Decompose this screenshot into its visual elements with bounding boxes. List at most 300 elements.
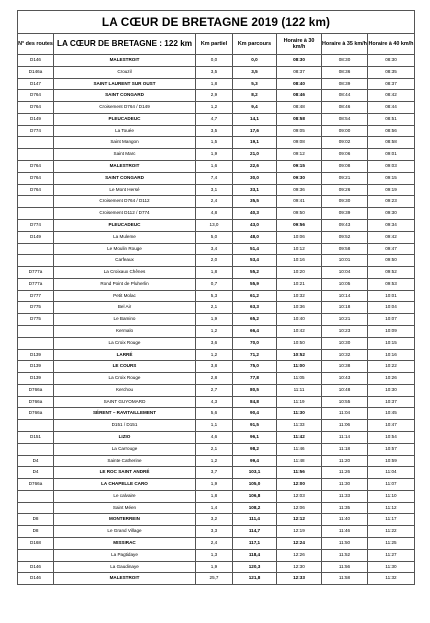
road-cell: D139 [18, 349, 54, 361]
time-35-cell: 09:26 [322, 184, 368, 196]
header-road: N° des routes [18, 34, 54, 55]
road-cell: D146 [18, 573, 54, 585]
km-partial-cell: 3,2 [196, 514, 233, 526]
road-cell: D774 [18, 125, 54, 137]
time-40-cell: 11:27 [368, 549, 415, 561]
km-partial-cell: 1,8 [196, 78, 233, 90]
km-total-cell: 90,4 [233, 408, 277, 420]
km-partial-cell: 5,3 [196, 290, 233, 302]
road-cell: D146 [18, 55, 54, 67]
km-total-cell: 114,7 [233, 526, 277, 538]
km-total-cell: 53,4 [233, 255, 277, 267]
km-partial-cell: 4,7 [196, 113, 233, 125]
table-row [18, 66, 415, 78]
time-35-cell: 11:26 [322, 467, 368, 479]
table-row [18, 526, 415, 538]
time-30-cell: 08:46 [277, 90, 322, 102]
km-total-cell: 5,3 [233, 78, 277, 90]
km-total-cell: 96,1 [233, 432, 277, 444]
place-cell: MISSIRAC [54, 538, 196, 550]
road-cell [18, 196, 54, 208]
km-partial-cell: 0,7 [196, 278, 233, 290]
place-cell: La Croix Rouge [54, 373, 196, 385]
time-35-cell: 10:32 [322, 349, 368, 361]
table-row [18, 420, 415, 432]
km-partial-cell: 3,4 [196, 243, 233, 255]
time-30-cell: 08:30 [277, 55, 322, 67]
time-40-cell: 09:01 [368, 149, 415, 161]
time-40-cell: 09:23 [368, 196, 415, 208]
road-cell: D139 [18, 361, 54, 373]
time-40-cell: 11:04 [368, 467, 415, 479]
km-total-cell: 75,0 [233, 361, 277, 373]
table-row [18, 278, 415, 290]
time-30-cell: 11:42 [277, 432, 322, 444]
table-row [18, 455, 415, 467]
km-total-cell: 99,4 [233, 455, 277, 467]
km-partial-cell: 2,0 [196, 255, 233, 267]
km-total-cell: 17,6 [233, 125, 277, 137]
time-30-cell: 10:21 [277, 278, 322, 290]
place-cell: LE COURS [54, 361, 196, 373]
table-row [18, 561, 415, 573]
km-total-cell: 70,0 [233, 337, 277, 349]
km-total-cell: 9,4 [233, 102, 277, 114]
table-row [18, 267, 415, 279]
time-30-cell: 09:30 [277, 172, 322, 184]
header-row [18, 34, 415, 55]
time-30-cell: 12:24 [277, 538, 322, 550]
place-cell: PLEUCADEUC [54, 113, 196, 125]
road-cell: D764 [18, 161, 54, 173]
km-total-cell: 21,0 [233, 149, 277, 161]
km-partial-cell: 2,1 [196, 443, 233, 455]
time-35-cell: 09:02 [322, 137, 368, 149]
time-30-cell: 12:33 [277, 573, 322, 585]
road-cell: D149 [18, 113, 54, 125]
table-row [18, 314, 415, 326]
time-40-cell: 11:25 [368, 538, 415, 550]
place-cell: PLEUCADEUC [54, 219, 196, 231]
time-40-cell: 09:15 [368, 172, 415, 184]
time-30-cell: 10:36 [277, 302, 322, 314]
header-time-30: Horaire à 30 km/h [277, 34, 322, 55]
time-35-cell: 10:05 [322, 278, 368, 290]
time-35-cell: 11:04 [322, 408, 368, 420]
time-30-cell: 10:16 [277, 255, 322, 267]
table-row [18, 172, 415, 184]
road-cell: D775 [18, 314, 54, 326]
table-row [18, 337, 415, 349]
table-row [18, 514, 415, 526]
km-partial-cell: 1,8 [196, 490, 233, 502]
road-cell: D766a [18, 396, 54, 408]
table-row [18, 432, 415, 444]
table-row [18, 125, 415, 137]
km-total-cell: 0,0 [233, 55, 277, 67]
road-cell: D764 [18, 172, 54, 184]
km-partial-cell: 3,7 [196, 467, 233, 479]
time-40-cell: 08:35 [368, 66, 415, 78]
time-30-cell: 08:37 [277, 66, 322, 78]
time-40-cell: 10:01 [368, 290, 415, 302]
km-total-cell: 22,6 [233, 161, 277, 173]
place-cell: D151 / D151 [54, 420, 196, 432]
time-40-cell: 10:57 [368, 443, 415, 455]
table-row [18, 549, 415, 561]
time-30-cell: 09:56 [277, 219, 322, 231]
road-cell [18, 243, 54, 255]
place-cell: La Carrouge [54, 443, 196, 455]
table-row [18, 255, 415, 267]
km-partial-cell: 1,2 [196, 455, 233, 467]
place-cell: SÉRENT – RAVITAILLEMENT [54, 408, 196, 420]
km-total-cell: 80,5 [233, 384, 277, 396]
time-35-cell: 11:06 [322, 420, 368, 432]
km-partial-cell: 25,7 [196, 573, 233, 585]
road-cell [18, 502, 54, 514]
time-40-cell: 10:04 [368, 302, 415, 314]
time-35-cell: 10:18 [322, 302, 368, 314]
km-total-cell: 77,8 [233, 373, 277, 385]
time-35-cell: 11:52 [322, 549, 368, 561]
time-30-cell: 11:11 [277, 384, 322, 396]
road-cell: D4 [18, 467, 54, 479]
place-cell: Crouzil [54, 66, 196, 78]
road-cell: D8 [18, 514, 54, 526]
time-35-cell: 09:08 [322, 161, 368, 173]
table-row [18, 161, 415, 173]
table-row [18, 573, 415, 585]
time-30-cell: 09:36 [277, 184, 322, 196]
time-40-cell: 10:59 [368, 455, 415, 467]
title-row [18, 11, 415, 34]
time-35-cell: 08:44 [322, 90, 368, 102]
time-30-cell: 10:20 [277, 267, 322, 279]
km-partial-cell: 2,7 [196, 384, 233, 396]
table-row [18, 184, 415, 196]
km-partial-cell: 1,9 [196, 314, 233, 326]
time-40-cell: 10:09 [368, 325, 415, 337]
time-40-cell: 10:30 [368, 384, 415, 396]
place-cell: LARRÉ [54, 349, 196, 361]
time-40-cell: 11:10 [368, 490, 415, 502]
time-30-cell: 12:00 [277, 479, 322, 491]
km-total-cell: 108,2 [233, 502, 277, 514]
time-35-cell: 09:00 [322, 125, 368, 137]
place-cell: Le Moulin Rouge [54, 243, 196, 255]
route-table [17, 10, 415, 585]
time-40-cell: 09:42 [368, 231, 415, 243]
km-partial-cell: 7,4 [196, 172, 233, 184]
time-35-cell: 10:48 [322, 384, 368, 396]
km-partial-cell: 2,8 [196, 373, 233, 385]
km-total-cell: 40,3 [233, 208, 277, 220]
km-total-cell: 118,4 [233, 549, 277, 561]
table-row [18, 149, 415, 161]
time-40-cell: 10:07 [368, 314, 415, 326]
page-title: LA CŒUR DE BRETAGNE 2019 (122 km) [18, 11, 415, 34]
time-35-cell: 09:52 [322, 231, 368, 243]
road-cell: D764 [18, 102, 54, 114]
time-40-cell: 08:58 [368, 137, 415, 149]
time-30-cell: 12:30 [277, 561, 322, 573]
time-40-cell: 09:47 [368, 243, 415, 255]
road-cell: D8 [18, 526, 54, 538]
time-35-cell: 11:58 [322, 573, 368, 585]
place-cell: MALESTROIT [54, 55, 196, 67]
place-cell: Carfeaux [54, 255, 196, 267]
km-partial-cell: 1,9 [196, 479, 233, 491]
time-35-cell: 11:20 [322, 455, 368, 467]
km-partial-cell: 2,4 [196, 196, 233, 208]
km-total-cell: 3,5 [233, 66, 277, 78]
road-cell: D766a [18, 479, 54, 491]
time-35-cell: 10:38 [322, 361, 368, 373]
table-row [18, 396, 415, 408]
time-35-cell: 09:30 [322, 196, 368, 208]
road-cell [18, 490, 54, 502]
road-cell [18, 255, 54, 267]
time-30-cell: 12:06 [277, 502, 322, 514]
table-row [18, 384, 415, 396]
place-cell: Petit Molac [54, 290, 196, 302]
table-row [18, 231, 415, 243]
time-30-cell: 11:19 [277, 396, 322, 408]
time-35-cell: 09:43 [322, 219, 368, 231]
table-row [18, 137, 415, 149]
time-40-cell: 10:37 [368, 396, 415, 408]
table-row [18, 208, 415, 220]
time-40-cell: 11:22 [368, 526, 415, 538]
km-total-cell: 61,2 [233, 290, 277, 302]
time-30-cell: 09:41 [277, 196, 322, 208]
time-40-cell: 08:37 [368, 78, 415, 90]
time-35-cell: 10:14 [322, 290, 368, 302]
time-40-cell: 11:07 [368, 479, 415, 491]
road-cell: D766a [18, 384, 54, 396]
km-total-cell: 43,0 [233, 219, 277, 231]
km-total-cell: 55,9 [233, 278, 277, 290]
km-total-cell: 19,1 [233, 137, 277, 149]
time-30-cell: 09:15 [277, 161, 322, 173]
road-cell: D146a [18, 66, 54, 78]
km-partial-cell: 4,8 [196, 208, 233, 220]
time-30-cell: 08:40 [277, 78, 322, 90]
km-partial-cell: 0,0 [196, 55, 233, 67]
table-row [18, 219, 415, 231]
place-cell: La Croixaux Chênes [54, 267, 196, 279]
road-cell: D149 [18, 231, 54, 243]
road-cell: D764 [18, 90, 54, 102]
km-partial-cell: 3,3 [196, 526, 233, 538]
time-35-cell: 11:14 [322, 432, 368, 444]
km-total-cell: 33,1 [233, 184, 277, 196]
road-cell [18, 208, 54, 220]
km-total-cell: 30,0 [233, 172, 277, 184]
place-cell: Kerchou [54, 384, 196, 396]
km-total-cell: 51,4 [233, 243, 277, 255]
time-40-cell: 09:52 [368, 267, 415, 279]
time-30-cell: 12:12 [277, 514, 322, 526]
place-cell: Sainte Catherine [54, 455, 196, 467]
time-35-cell: 10:23 [322, 325, 368, 337]
place-cell: Rond Point de Pluherlin [54, 278, 196, 290]
place-cell: Le Grand Village [54, 526, 196, 538]
place-cell: Saint Marc [54, 149, 196, 161]
km-partial-cell: 2,4 [196, 538, 233, 550]
km-total-cell: 84,8 [233, 396, 277, 408]
time-40-cell: 08:56 [368, 125, 415, 137]
place-cell: SAINT GUYOMARD [54, 396, 196, 408]
time-35-cell: 08:39 [322, 78, 368, 90]
km-total-cell: 48,0 [233, 231, 277, 243]
table-row [18, 479, 415, 491]
time-35-cell: 11:30 [322, 479, 368, 491]
table-row [18, 90, 415, 102]
time-40-cell: 10:16 [368, 349, 415, 361]
time-30-cell: 09:50 [277, 208, 322, 220]
table-row [18, 325, 415, 337]
km-partial-cell: 5,0 [196, 231, 233, 243]
time-40-cell: 09:30 [368, 208, 415, 220]
km-partial-cell: 2,9 [196, 90, 233, 102]
time-30-cell: 11:46 [277, 443, 322, 455]
km-partial-cell: 3,6 [196, 337, 233, 349]
km-partial-cell: 3,5 [196, 125, 233, 137]
time-30-cell: 10:06 [277, 231, 322, 243]
table-row [18, 290, 415, 302]
time-40-cell: 10:22 [368, 361, 415, 373]
km-total-cell: 117,1 [233, 538, 277, 550]
time-40-cell: 11:17 [368, 514, 415, 526]
time-35-cell: 11:50 [322, 538, 368, 550]
km-partial-cell: 1,5 [196, 137, 233, 149]
time-40-cell: 10:54 [368, 432, 415, 444]
km-total-cell: 63,3 [233, 302, 277, 314]
time-35-cell: 10:21 [322, 314, 368, 326]
time-35-cell: 11:56 [322, 561, 368, 573]
place-cell: La Muleme [54, 231, 196, 243]
time-40-cell: 09:50 [368, 255, 415, 267]
road-cell: D151 [18, 432, 54, 444]
time-30-cell: 10:50 [277, 337, 322, 349]
km-partial-cell: 1,2 [196, 349, 233, 361]
time-30-cell: 10:52 [277, 349, 322, 361]
time-35-cell: 08:46 [322, 102, 368, 114]
time-40-cell: 10:45 [368, 408, 415, 420]
table-row [18, 361, 415, 373]
time-40-cell: 09:03 [368, 161, 415, 173]
time-35-cell: 11:46 [322, 526, 368, 538]
km-total-cell: 103,1 [233, 467, 277, 479]
time-35-cell: 09:39 [322, 208, 368, 220]
km-partial-cell: 13,0 [196, 219, 233, 231]
road-cell: D146 [18, 561, 54, 573]
time-35-cell: 10:01 [322, 255, 368, 267]
table-row [18, 467, 415, 479]
time-40-cell: 10:26 [368, 373, 415, 385]
km-total-cell: 91,5 [233, 420, 277, 432]
road-cell [18, 137, 54, 149]
time-35-cell: 09:06 [322, 149, 368, 161]
km-partial-cell: 4,3 [196, 396, 233, 408]
table-row [18, 243, 415, 255]
road-cell [18, 443, 54, 455]
time-35-cell: 11:35 [322, 502, 368, 514]
table-row [18, 349, 415, 361]
road-cell [18, 337, 54, 349]
place-cell: La Touée [54, 125, 196, 137]
place-cell: Le calvaire [54, 490, 196, 502]
km-partial-cell: 1,6 [196, 161, 233, 173]
time-40-cell: 09:53 [368, 278, 415, 290]
table-row [18, 373, 415, 385]
km-partial-cell: 2,1 [196, 302, 233, 314]
place-cell: Saint Méen [54, 502, 196, 514]
time-30-cell: 12:03 [277, 490, 322, 502]
place-cell: Le Bamino [54, 314, 196, 326]
header-time-40: Horaire à 40 km/h [368, 34, 415, 55]
place-cell: Bel Air [54, 302, 196, 314]
km-total-cell: 105,0 [233, 479, 277, 491]
time-30-cell: 12:26 [277, 549, 322, 561]
time-40-cell: 08:51 [368, 113, 415, 125]
time-35-cell: 10:43 [322, 373, 368, 385]
time-30-cell: 11:33 [277, 420, 322, 432]
time-40-cell: 09:34 [368, 219, 415, 231]
table-row [18, 78, 415, 90]
place-cell: SAINT CONGARD [54, 90, 196, 102]
road-cell: D168 [18, 538, 54, 550]
place-cell: La Croix Rouge [54, 337, 196, 349]
road-cell: D139 [18, 373, 54, 385]
place-cell: Croisement D764 / D149 [54, 102, 196, 114]
place-cell: LE ROC SAINT ANDRÉ [54, 467, 196, 479]
time-35-cell: 11:18 [322, 443, 368, 455]
table-row [18, 502, 415, 514]
road-cell: D777a [18, 278, 54, 290]
km-total-cell: 8,2 [233, 90, 277, 102]
km-partial-cell: 3,5 [196, 66, 233, 78]
time-35-cell: 10:55 [322, 396, 368, 408]
table-row [18, 490, 415, 502]
table-row [18, 55, 415, 67]
header-time-35: Horaire à 35 km/h [322, 34, 368, 55]
place-cell: SAINT LAURENT SUR OUST [54, 78, 196, 90]
km-partial-cell: 1,2 [196, 102, 233, 114]
time-40-cell: 08:44 [368, 102, 415, 114]
time-40-cell: 10:47 [368, 420, 415, 432]
road-cell [18, 549, 54, 561]
km-total-cell: 121,8 [233, 573, 277, 585]
time-35-cell: 11:33 [322, 490, 368, 502]
place-cell: MALESTROIT [54, 161, 196, 173]
time-30-cell: 11:48 [277, 455, 322, 467]
time-40-cell: 08:30 [368, 55, 415, 67]
table-row [18, 113, 415, 125]
km-partial-cell: 1,8 [196, 267, 233, 279]
km-total-cell: 55,2 [233, 267, 277, 279]
road-cell: D774 [18, 219, 54, 231]
km-partial-cell: 5,6 [196, 408, 233, 420]
time-30-cell: 10:42 [277, 325, 322, 337]
km-total-cell: 14,1 [233, 113, 277, 125]
time-35-cell: 08:54 [322, 113, 368, 125]
road-cell [18, 325, 54, 337]
road-cell: D777 [18, 290, 54, 302]
place-cell: SAINT CONGARD [54, 172, 196, 184]
